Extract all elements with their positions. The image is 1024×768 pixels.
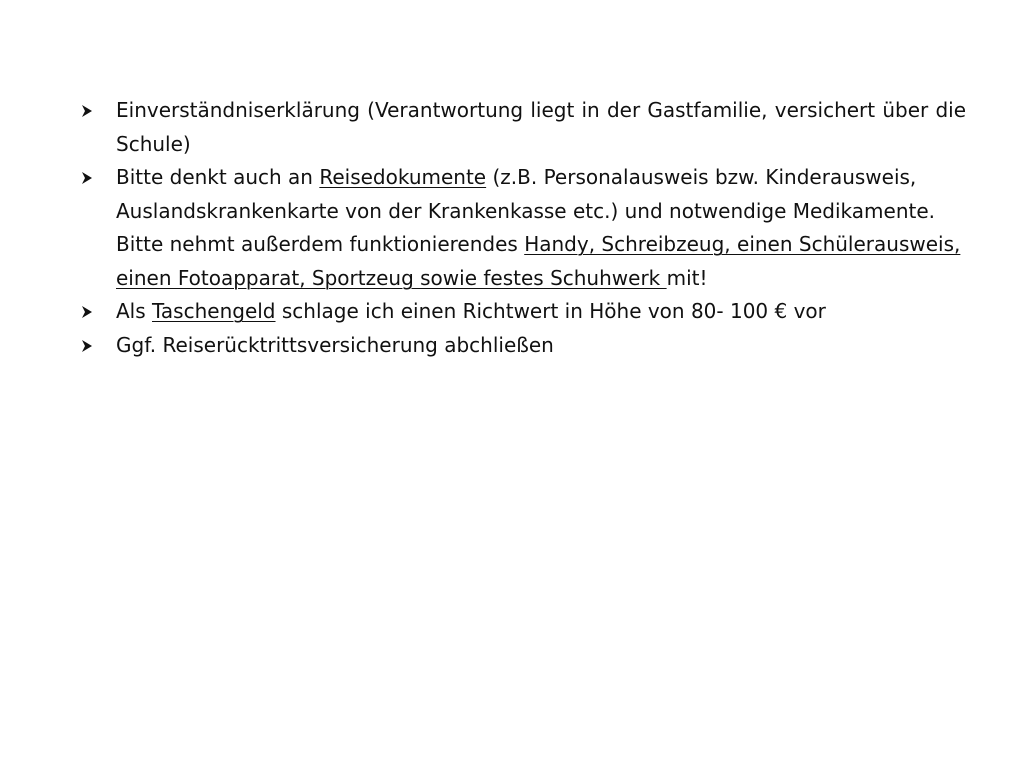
bullet-item-consent [80,94,966,161]
text-segment: Als [116,299,153,323]
text-segment: (z.B. Personalausweis bzw. Kinderausweis, Auslandskrankenkarte von der Krankenkasse etc.) und notwendige Medikamente. Bitte nehmt außerdem funktionierendes [116,165,936,256]
text-segment: mit! [666,265,708,290]
arrow-bullet-icon [80,171,94,185]
underlined-text-pocket-money: Taschengeld [152,299,276,323]
text-segment: Einverständniserklärung (Verantwortung liegt in der Gastfamilie, versichert über die Schule) [116,98,966,156]
text-segment: schlage ich einen Richtwert in Höhe von 80- 100 € vor [275,299,826,323]
bullet-text [116,161,966,295]
text-segment: Ggf. Reiserücktrittsversicherung abchließen [116,332,554,357]
bullet-item-pocket-money [80,295,966,329]
bullet-item-insurance [80,329,966,363]
bullet-text [116,94,966,161]
text-segment: Bitte denkt auch an [116,165,320,189]
bullet-text [116,295,966,329]
underlined-text-items-list: Handy, Schreibzeug, einen Schülerausweis, einen Fotoapparat, Sportzeug sowie festes Schuhwerk [116,232,961,290]
bullet-text [116,329,966,363]
bullet-item-documents [80,161,966,295]
arrow-bullet-icon [80,305,94,319]
arrow-bullet-icon [80,339,94,353]
underlined-text-travel-documents: Reisedokumente [319,165,487,189]
bullet-list [80,94,966,362]
arrow-bullet-icon [80,104,94,118]
